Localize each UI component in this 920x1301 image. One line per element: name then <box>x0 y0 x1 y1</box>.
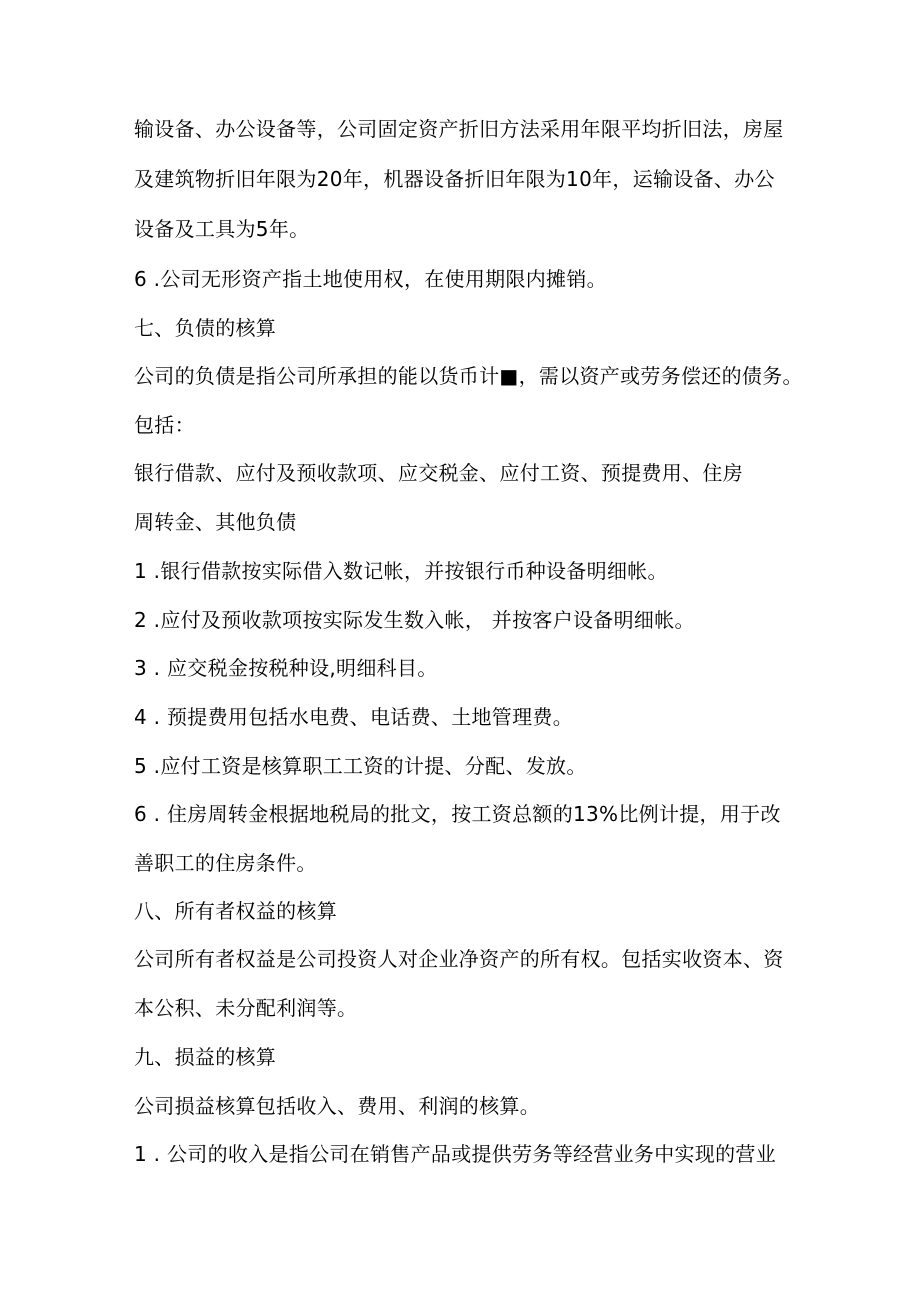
paragraph-line: 公司的负债是指公司所承担的能以货币计■，需以资产或劳务偿还的债务。 <box>134 364 803 388</box>
paragraph-line: 输设备、办公设备等，公司固定资产折旧方法采用年限平均折旧法，房屋 <box>134 117 784 141</box>
list-item: 1 .银行借款按实际借入数记帐，并按银行币种设备明细帐。 <box>134 559 668 583</box>
list-item: 6 . 住房周转金根据地税局的批文，按工资总额的13%比例计提，用于改 <box>134 802 781 826</box>
section-heading: 七、负债的核算 <box>134 316 277 340</box>
paragraph-line: 包括： <box>134 413 195 437</box>
list-item: 4 . 预提费用包括水电费、电话费、土地管理费。 <box>134 705 573 729</box>
list-item: 6 .公司无形资产指土地使用权，在使用期限内摊销。 <box>134 267 607 291</box>
list-item: 1 . 公司的收入是指公司在销售产品或提供劳务等经营业务中实现的营业 <box>134 1142 776 1166</box>
paragraph-line: 银行借款、应付及预收款项、应交税金、应付工资、预提费用、住房 <box>134 461 743 485</box>
paragraph-line: 设备及工具为5年。 <box>134 217 310 241</box>
paragraph-line: 周转金、其他负债 <box>134 510 297 534</box>
paragraph-line: 本公积、未分配利润等。 <box>134 996 358 1020</box>
paragraph-line: 善职工的住房条件。 <box>134 851 317 875</box>
section-heading: 八、所有者权益的核算 <box>134 899 337 923</box>
list-item: 5 .应付工资是核算职工工资的计提、分配、发放。 <box>134 754 587 778</box>
paragraph-line: 公司损益核算包括收入、费用、利润的核算。 <box>134 1094 540 1118</box>
list-item: 2 .应付及预收款项按实际发生数入帐， 并按客户设备明细帐。 <box>134 608 695 632</box>
list-item: 3 . 应交税金按税种设,明细科目。 <box>134 656 438 680</box>
paragraph-line: 公司所有者权益是公司投资人对企业净资产的所有权。包括实收资本、资 <box>134 947 784 971</box>
paragraph-line: 及建筑物折旧年限为20年，机器设备折旧年限为10年，运输设备、办公 <box>134 167 775 191</box>
section-heading: 九、损益的核算 <box>134 1045 277 1069</box>
